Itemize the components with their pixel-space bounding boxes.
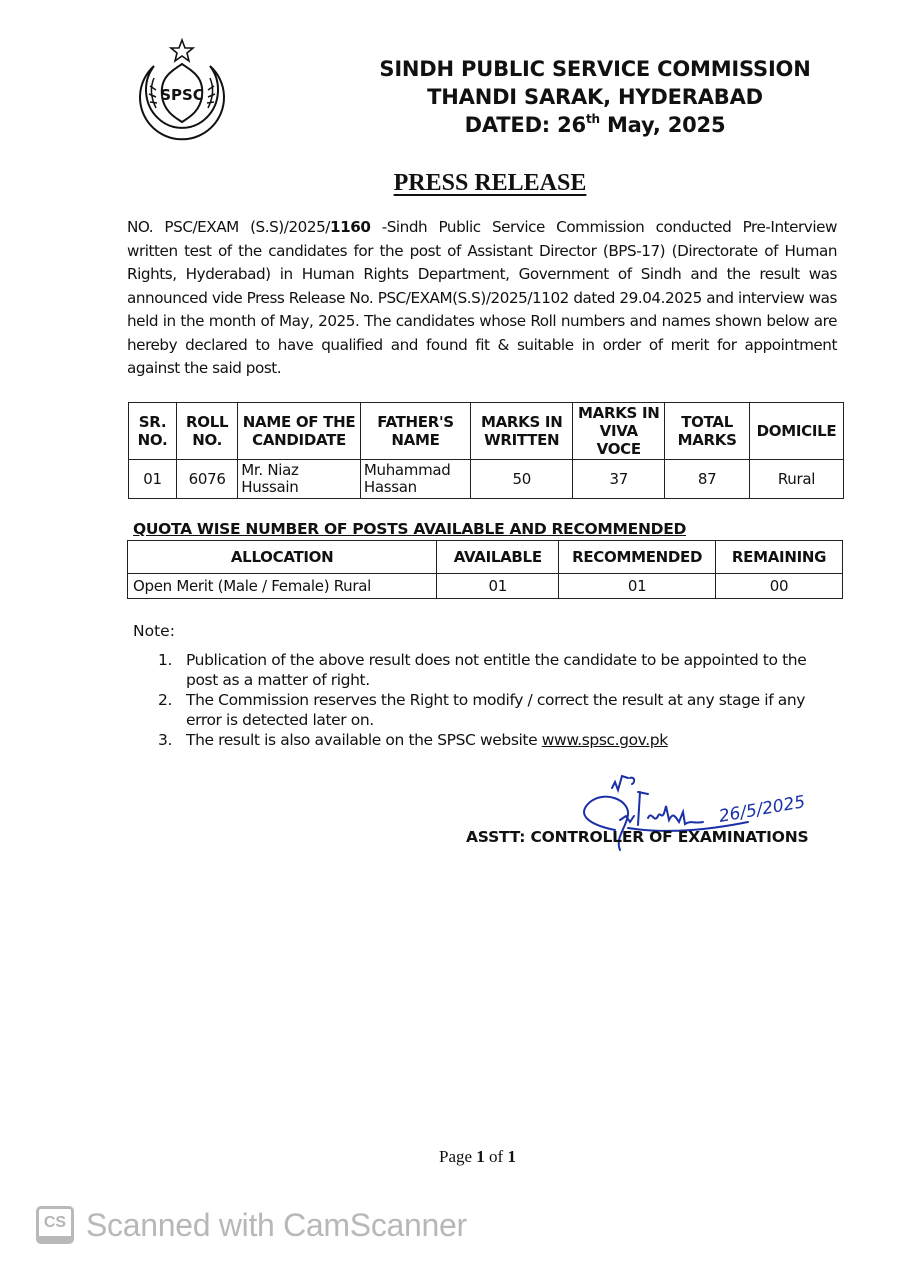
- quota-section-title: QUOTA WISE NUMBER OF POSTS AVAILABLE AND RECOMMENDED: [133, 520, 687, 538]
- quota-table: [127, 540, 843, 599]
- spsc-logo: [132, 38, 232, 142]
- letterhead: [340, 55, 850, 139]
- written-marks-cell: 50: [471, 460, 573, 499]
- table-row: [129, 460, 844, 499]
- organization-name: SINDH PUBLIC SERVICE COMMISSION: [379, 57, 811, 81]
- star-icon: [171, 40, 193, 61]
- note-item: 2. The Commission reserves the Right to modify / correct the result at any stage if any error is detected later on.: [158, 691, 806, 729]
- father-name-cell: Muhammad Hassan: [360, 460, 470, 499]
- spsc-website-link[interactable]: www.spsc.gov.pk: [541, 731, 668, 749]
- organization-address: THANDI SARAK, HYDERABAD: [427, 85, 763, 109]
- table-header-row: [128, 541, 843, 574]
- camscanner-logo-icon: CS: [36, 1206, 74, 1244]
- column-header: SR. NO.: [129, 403, 177, 460]
- table-row: [128, 574, 843, 599]
- notes-list: [158, 650, 838, 750]
- column-header: DOMICILE: [749, 403, 843, 460]
- signature-date: 26/5/2025: [717, 792, 807, 827]
- allocation-cell: Open Merit (Male / Female) Rural: [128, 574, 437, 599]
- remaining-cell: 00: [716, 574, 843, 599]
- column-header: ROLL NO.: [177, 403, 238, 460]
- result-table: [128, 402, 844, 499]
- note-label: Note:: [133, 622, 175, 640]
- column-header: REMAINING: [716, 541, 843, 574]
- column-header: MARKS IN WRITTEN: [471, 403, 573, 460]
- column-header: TOTAL MARKS: [665, 403, 750, 460]
- roll-no-cell: 6076: [177, 460, 238, 499]
- column-header: AVAILABLE: [437, 541, 559, 574]
- column-header: MARKS IN VIVA VOCE: [573, 403, 665, 460]
- page-title: PRESS RELEASE: [393, 170, 587, 196]
- table-header-row: [129, 403, 844, 460]
- note-item: 3. The result is also available on the SPSC website www.spsc.gov.pk: [158, 731, 668, 749]
- watermark-text: Scanned with CamScanner: [86, 1206, 467, 1243]
- note-item: 1. Publication of the above result does not entitle the candidate to be appointed to the post as a matter of right.: [158, 651, 807, 689]
- recommended-cell: 01: [559, 574, 716, 599]
- candidate-name-cell: Mr. Niaz Hussain: [238, 460, 361, 499]
- viva-marks-cell: 37: [573, 460, 665, 499]
- domicile-cell: Rural: [749, 460, 843, 499]
- page-number: Page 1 of 1: [439, 1147, 516, 1166]
- document-date: DATED: 26th May, 2025: [464, 112, 726, 137]
- press-release-body: [127, 216, 837, 381]
- sr-no-cell: 01: [129, 460, 177, 499]
- column-header: ALLOCATION: [128, 541, 437, 574]
- column-header: NAME OF THE CANDIDATE: [238, 403, 361, 460]
- signatory-title: ASSTT: CONTROLLER OF EXAMINATIONS: [466, 828, 809, 846]
- camscanner-watermark: [36, 1206, 467, 1244]
- reference-number: 1160: [329, 218, 371, 236]
- signature: [520, 770, 870, 860]
- reference-prefix: NO. PSC/EXAM (S.S)/2025/: [127, 218, 330, 236]
- available-cell: 01: [437, 574, 559, 599]
- logo-text: SPSC: [160, 86, 204, 104]
- column-header: RECOMMENDED: [559, 541, 716, 574]
- body-text: -Sindh Public Service Commission conducted Pre-Interview written test of the candidates for the post of Assistant Director (BPS-17) (Directorate of Human Rights, Hyderabad) in Human Rights Department, Government of Sindh and the result was announced vide Press Release No. PSC/EXAM(S.S)/2025/1102 dated 29.04.2025 and interview was held in the month of May, 2025. The candidates whose Roll numbers and names shown below are hereby declared to have qualified and found fit & suitable in order of merit for appointment against the said post.: [127, 218, 837, 377]
- column-header: FATHER'S NAME: [360, 403, 470, 460]
- total-marks-cell: 87: [665, 460, 750, 499]
